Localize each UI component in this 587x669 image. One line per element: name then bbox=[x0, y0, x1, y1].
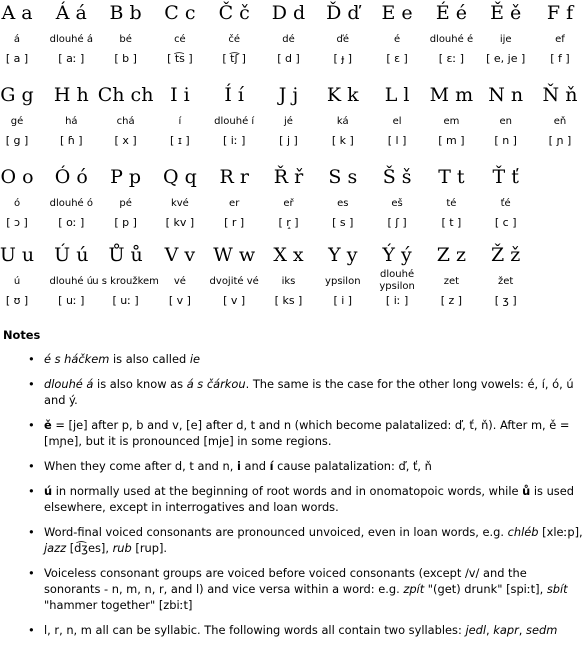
letter-ipa: [ x ] bbox=[114, 134, 137, 147]
letter-glyph: Š š bbox=[382, 166, 412, 188]
letter-glyph: Ď ď bbox=[326, 2, 360, 24]
alphabet-row-4 bbox=[0, 242, 587, 324]
letter-ipa: [ aː ] bbox=[58, 52, 85, 65]
letter-glyph: Ě ě bbox=[490, 2, 522, 24]
letter-name: zet bbox=[443, 276, 460, 287]
letter-name: en bbox=[499, 116, 512, 127]
letter-ipa: [ t͡s ] bbox=[167, 52, 193, 65]
letter-name: dlouhé ó bbox=[49, 198, 93, 209]
letter-glyph: Á á bbox=[55, 2, 87, 24]
letter-ipa: [ v ] bbox=[168, 294, 191, 307]
note-text: and bbox=[240, 459, 270, 473]
note-text: jazz bbox=[44, 541, 67, 555]
letter-ipa: [ uː ] bbox=[58, 294, 85, 307]
letter-name: chá bbox=[116, 116, 135, 127]
letter-glyph: W w bbox=[213, 244, 256, 266]
letter-glyph: Y y bbox=[328, 244, 358, 266]
note-text: ě bbox=[44, 418, 52, 432]
letter-ipa: [ i ] bbox=[333, 294, 353, 307]
letter-ipa: [ a ] bbox=[5, 52, 29, 65]
letter-ipa: [ n ] bbox=[494, 134, 517, 147]
letter-name: eš bbox=[391, 198, 403, 209]
letter-glyph: X x bbox=[273, 244, 304, 266]
note-text: is also know as bbox=[93, 377, 187, 391]
note-item bbox=[44, 376, 587, 408]
letter-ipa: [ ɔ ] bbox=[6, 216, 28, 229]
letter-name: ypsilon bbox=[325, 276, 361, 287]
note-text: [d͡ʒes], bbox=[66, 541, 113, 555]
letter-name: eř bbox=[283, 198, 294, 209]
letter-glyph: B b bbox=[109, 2, 142, 24]
letter-glyph: T t bbox=[438, 166, 465, 188]
letter-ipa: [ c ] bbox=[494, 216, 517, 229]
note-text: Word-final voiced consonants are pronounced unvoiced, even in loan words, e.g. bbox=[44, 525, 508, 539]
letter-glyph: Ý ý bbox=[382, 244, 412, 266]
letter-name: čé bbox=[228, 34, 241, 45]
note-item bbox=[44, 565, 587, 613]
alphabet-row-3 bbox=[0, 164, 587, 246]
note-text: kapr bbox=[493, 623, 519, 637]
letter-glyph: F f bbox=[546, 2, 574, 24]
letter-ipa: [ k ] bbox=[331, 134, 354, 147]
letter-name: cé bbox=[174, 34, 186, 45]
note-text: sbít bbox=[546, 582, 568, 596]
letter-glyph: Ť ť bbox=[492, 166, 519, 188]
letter-glyph: Ř ř bbox=[273, 166, 304, 188]
note-text: dlouhé á bbox=[44, 377, 94, 391]
letter-glyph: Ň ň bbox=[542, 84, 578, 106]
letter-glyph: A a bbox=[1, 2, 33, 24]
note-text: é s háčkem bbox=[44, 352, 110, 366]
letter-ipa: [ t͡ʃ ] bbox=[222, 52, 246, 65]
letter-glyph: H h bbox=[53, 84, 89, 106]
notes-section bbox=[0, 327, 587, 647]
letter-glyph: S s bbox=[328, 166, 358, 188]
letter-name: el bbox=[392, 116, 402, 127]
letter-name: ó bbox=[13, 198, 21, 209]
letter-ipa: [ iː ] bbox=[223, 134, 246, 147]
letter-name: dlouhé ú bbox=[49, 276, 94, 287]
note-text: in normally used at the beginning of root words and in onomatopoic words, while bbox=[52, 484, 523, 498]
letter-glyph: Ch ch bbox=[97, 84, 154, 106]
note-text: zpít bbox=[403, 582, 425, 596]
letter-name: ďé bbox=[336, 34, 350, 45]
letter-ipa: [ f ] bbox=[550, 52, 570, 65]
letter-glyph: P p bbox=[110, 166, 142, 188]
letter-name: er bbox=[229, 198, 240, 209]
letter-glyph: Z z bbox=[436, 244, 467, 266]
note-text: When they come after d, t and n, bbox=[44, 459, 237, 473]
letter-name: ká bbox=[336, 116, 349, 127]
note-text: cause palatalization: ď, ť, ň bbox=[273, 459, 432, 473]
letter-glyph: K k bbox=[326, 84, 359, 106]
letter-ipa: [ p ] bbox=[114, 216, 137, 229]
note-item bbox=[44, 524, 587, 556]
letter-ipa: [ ɪ ] bbox=[170, 134, 190, 147]
letter-name: é bbox=[394, 34, 401, 45]
letter-name: iks bbox=[281, 276, 296, 287]
note-text: jedl bbox=[465, 623, 487, 637]
letter-name: á bbox=[13, 34, 21, 45]
letter-glyph: J j bbox=[278, 84, 299, 106]
letter-name: dlouhé é bbox=[429, 34, 474, 45]
letter-ipa: [ ɲ ] bbox=[548, 134, 572, 147]
letter-ipa: [ ɛː ] bbox=[438, 52, 464, 65]
letter-ipa: [ ks ] bbox=[274, 294, 303, 307]
letter-name: eň bbox=[553, 116, 567, 127]
letter-name: es bbox=[337, 198, 349, 209]
letter-ipa: [ iː ] bbox=[385, 294, 409, 307]
letter-ipa: [ ʊ ] bbox=[5, 294, 29, 307]
letter-glyph: L l bbox=[384, 84, 410, 106]
letter-ipa: [ m ] bbox=[438, 134, 465, 147]
letter-ipa: [ ʒ ] bbox=[494, 294, 517, 307]
letter-ipa: [ v ] bbox=[223, 294, 246, 307]
letter-glyph: Ú ú bbox=[54, 244, 89, 266]
letter-name: ú bbox=[13, 276, 21, 287]
letter-glyph: I i bbox=[170, 84, 190, 106]
letter-name: žet bbox=[498, 276, 514, 287]
letter-ipa: [ r ] bbox=[224, 216, 245, 229]
note-text: ú bbox=[44, 484, 53, 498]
letter-glyph: O o bbox=[0, 166, 34, 188]
letter-ipa: [ ɛ ] bbox=[386, 52, 408, 65]
letter-name: bé bbox=[119, 34, 132, 45]
letter-glyph: Ó ó bbox=[54, 166, 88, 188]
letter-name: jé bbox=[284, 116, 293, 127]
note-text: [rup]. bbox=[131, 541, 168, 555]
note-text: [xleːp], bbox=[538, 525, 583, 539]
letter-glyph: R r bbox=[219, 166, 249, 188]
letter-ipa: [ ʃ ] bbox=[387, 216, 407, 229]
letter-glyph: Ž ž bbox=[491, 244, 521, 266]
letter-ipa: [ e, je ] bbox=[486, 52, 526, 65]
letter-name: vé bbox=[173, 276, 186, 287]
letter-name: dlouhé í bbox=[214, 116, 255, 127]
note-text: ie bbox=[189, 352, 200, 366]
letter-glyph: U u bbox=[0, 244, 35, 266]
note-text: is used elsewhere, except in interrogatives and loan words. bbox=[44, 484, 574, 514]
alphabet-row-2 bbox=[0, 82, 587, 164]
note-item bbox=[44, 417, 587, 449]
note-item bbox=[44, 351, 587, 367]
note-text: , bbox=[518, 623, 527, 637]
letter-glyph: V v bbox=[164, 244, 196, 266]
note-text: á s čárkou bbox=[186, 377, 246, 391]
letter-ipa: [ z ] bbox=[440, 294, 463, 307]
note-text: "(get) drunk" [spiːt], bbox=[424, 582, 547, 596]
note-text: sedm bbox=[526, 623, 558, 637]
note-text: is also called bbox=[109, 352, 190, 366]
notes-heading: Notes bbox=[3, 328, 41, 342]
letter-name: em bbox=[443, 116, 460, 127]
letter-ipa: [ uː ] bbox=[112, 294, 139, 307]
note-text: , bbox=[486, 623, 494, 637]
letter-glyph: C c bbox=[164, 2, 196, 24]
note-text: i bbox=[236, 459, 241, 473]
note-text: "hammer together" [zbiːt] bbox=[44, 598, 193, 612]
note-text: rub bbox=[112, 541, 132, 555]
letter-glyph: G g bbox=[0, 84, 34, 106]
alphabet-row-1 bbox=[0, 0, 587, 82]
letter-ipa: [ g ] bbox=[5, 134, 29, 147]
letter-ipa: [ ɟ ] bbox=[333, 52, 353, 65]
letter-name: dlouhé á bbox=[49, 34, 93, 45]
note-text: í bbox=[269, 459, 274, 473]
letter-ipa: [ b ] bbox=[114, 52, 137, 65]
letter-name: dé bbox=[282, 34, 295, 45]
notes-list bbox=[0, 351, 587, 638]
letter-name: ije bbox=[499, 34, 512, 45]
letter-glyph: M m bbox=[429, 84, 474, 106]
note-text: l, r, n, m all can be syllabic. The following words all contain two syllables: bbox=[44, 623, 466, 637]
letter-ipa: [ r̝ ] bbox=[278, 216, 299, 229]
letter-glyph: Ů ů bbox=[108, 244, 143, 266]
letter-ipa: [ ɦ ] bbox=[60, 134, 83, 147]
note-text: = [je] after p, b and v, [e] after d, t and n (which become palatalized: ď, ť, ň). After m, ě = [mɲe], but it is pronounced [mje] in some regions. bbox=[44, 418, 570, 448]
letter-ipa: [ d ] bbox=[277, 52, 300, 65]
letter-glyph: Í í bbox=[224, 84, 244, 106]
letter-ipa: [ kv ] bbox=[165, 216, 195, 229]
letter-name: gé bbox=[10, 116, 24, 127]
letter-name: ťé bbox=[500, 198, 511, 209]
note-text: ů bbox=[522, 484, 531, 498]
letter-glyph: Č č bbox=[218, 2, 250, 24]
letter-name: í bbox=[178, 116, 182, 127]
letter-name: té bbox=[446, 198, 457, 209]
note-item bbox=[44, 622, 587, 638]
letter-name: pé bbox=[119, 198, 132, 209]
letter-ipa: [ t ] bbox=[441, 216, 462, 229]
letter-name: u s kroužkem bbox=[92, 276, 159, 287]
note-item bbox=[44, 458, 587, 474]
letter-ipa: [ s ] bbox=[332, 216, 354, 229]
letter-name: há bbox=[65, 116, 78, 127]
note-text: Voiceless consonant groups are voiced before voiced consonants (except /v/ and the sonorants - n, m, n, r, and l) and vice versa within a word: e.g. bbox=[44, 566, 527, 596]
letter-glyph: D d bbox=[271, 2, 306, 24]
letter-name: dvojité vé bbox=[209, 276, 259, 287]
letter-ipa: [ oː ] bbox=[58, 216, 85, 229]
note-text: chléb bbox=[507, 525, 539, 539]
note-text: . The same is the case for the other long vowels: é, í, ó, ú and ý. bbox=[44, 377, 574, 407]
letter-name: kvé bbox=[170, 198, 189, 209]
letter-ipa: [ j ] bbox=[279, 134, 298, 147]
letter-name: dlouhé ypsilon bbox=[379, 269, 415, 292]
letter-name: ef bbox=[555, 34, 565, 45]
letter-glyph: É é bbox=[435, 2, 467, 24]
letter-glyph: Q q bbox=[163, 166, 197, 188]
letter-glyph: N n bbox=[488, 84, 524, 106]
letter-ipa: [ l ] bbox=[387, 134, 407, 147]
letter-glyph: E e bbox=[381, 2, 413, 24]
note-item bbox=[44, 483, 587, 515]
